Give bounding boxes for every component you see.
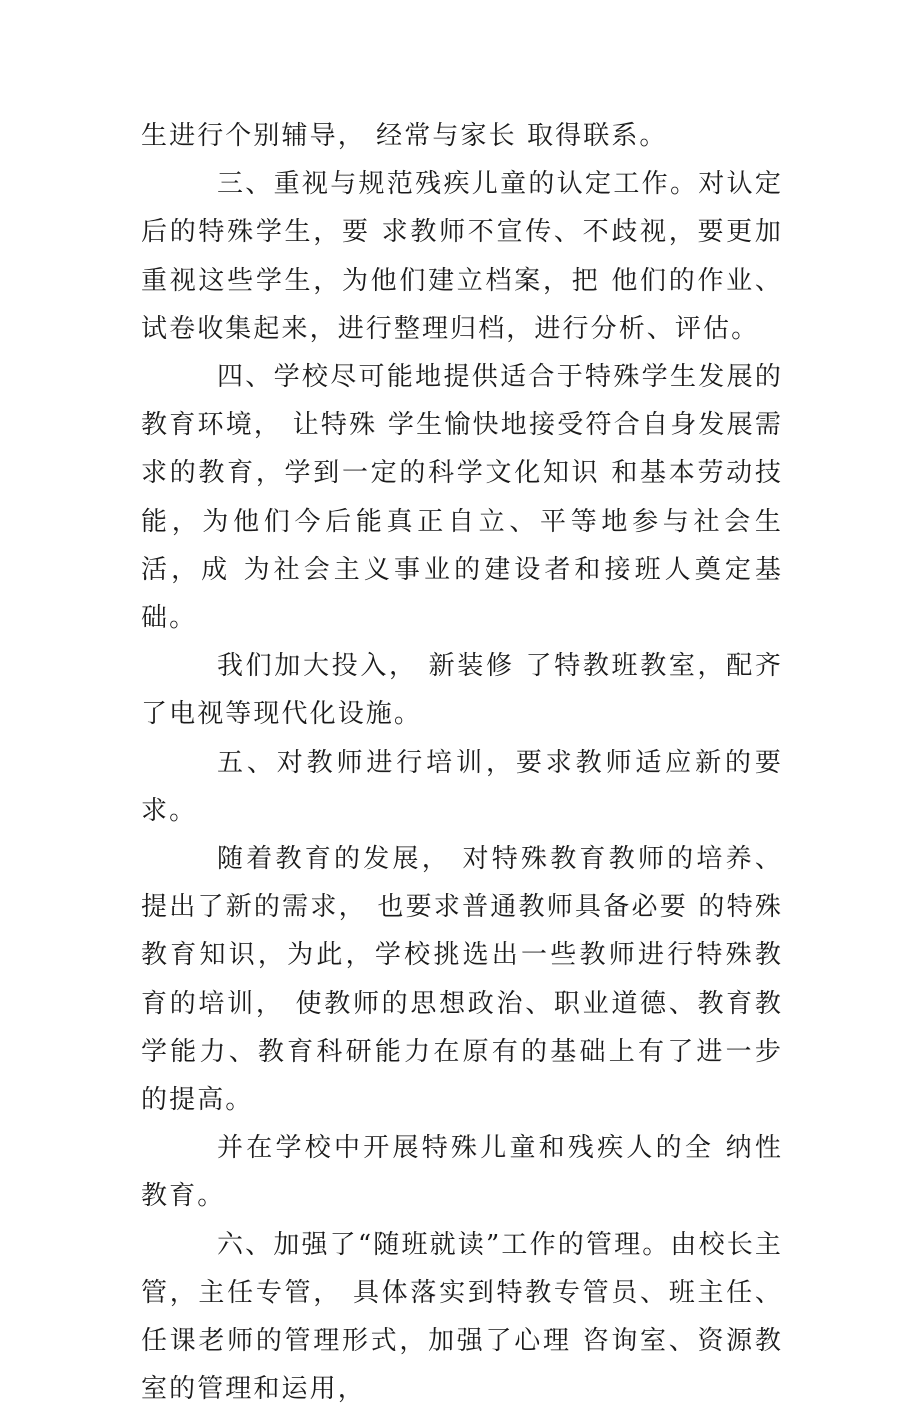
document-body xyxy=(141,112,783,1413)
paragraph-7: 并在学校中开展特殊儿童和残疾人的全 纳性教育。 xyxy=(141,1133,783,1212)
paragraph-4: 我们加大投入， 新装修 了特教班教室，配齐了电视等现代化设施。 xyxy=(141,651,783,730)
paragraph-5: 五、对教师进行培训，要求教师适应新的要求。 xyxy=(141,747,783,826)
paragraph-3: 四、学校尽可能地提供适合于特殊学生发展的教育环境， 让特殊 学生愉快地接受符合自身发展需求的教育，学到一定的科学文化知识 和基本劳动技能，为他们今后能真正自立、平等地参与社会生活，成 为社会主义事业的建设者和接班人奠定基础。 xyxy=(141,362,783,634)
paragraph-6: 随着教育的发展， 对特殊教育教师的培养、 提出了新的需求， 也要求普通教师具备必要 的特殊教育知识，为此，学校挑选出一些教师进行特殊教育的培训， 使教师的思想政治、职业道德、教育教学能力、教育科研能力在原有的基础上有了进一步的提高。 xyxy=(141,844,783,1116)
paragraph-2: 三、重视与规范残疾儿童的认定工作。对认定后的特殊学生，要 求教师不宣传、不歧视，要更加重视这些学生，为他们建立档案，把 他们的作业、试卷收集起来，进行整理归档，进行分析、评估。 xyxy=(141,169,783,344)
paragraph-1: 生进行个别辅导， 经常与家长 取得联系。 xyxy=(141,121,668,151)
paragraph-8: 六、加强了“随班就读”工作的管理。由校长主管，主任专管， 具体落实到特教专管员、班主任、任课老师的管理形式，加强了心理 咨询室、资源教室的管理和运用， xyxy=(141,1229,783,1405)
